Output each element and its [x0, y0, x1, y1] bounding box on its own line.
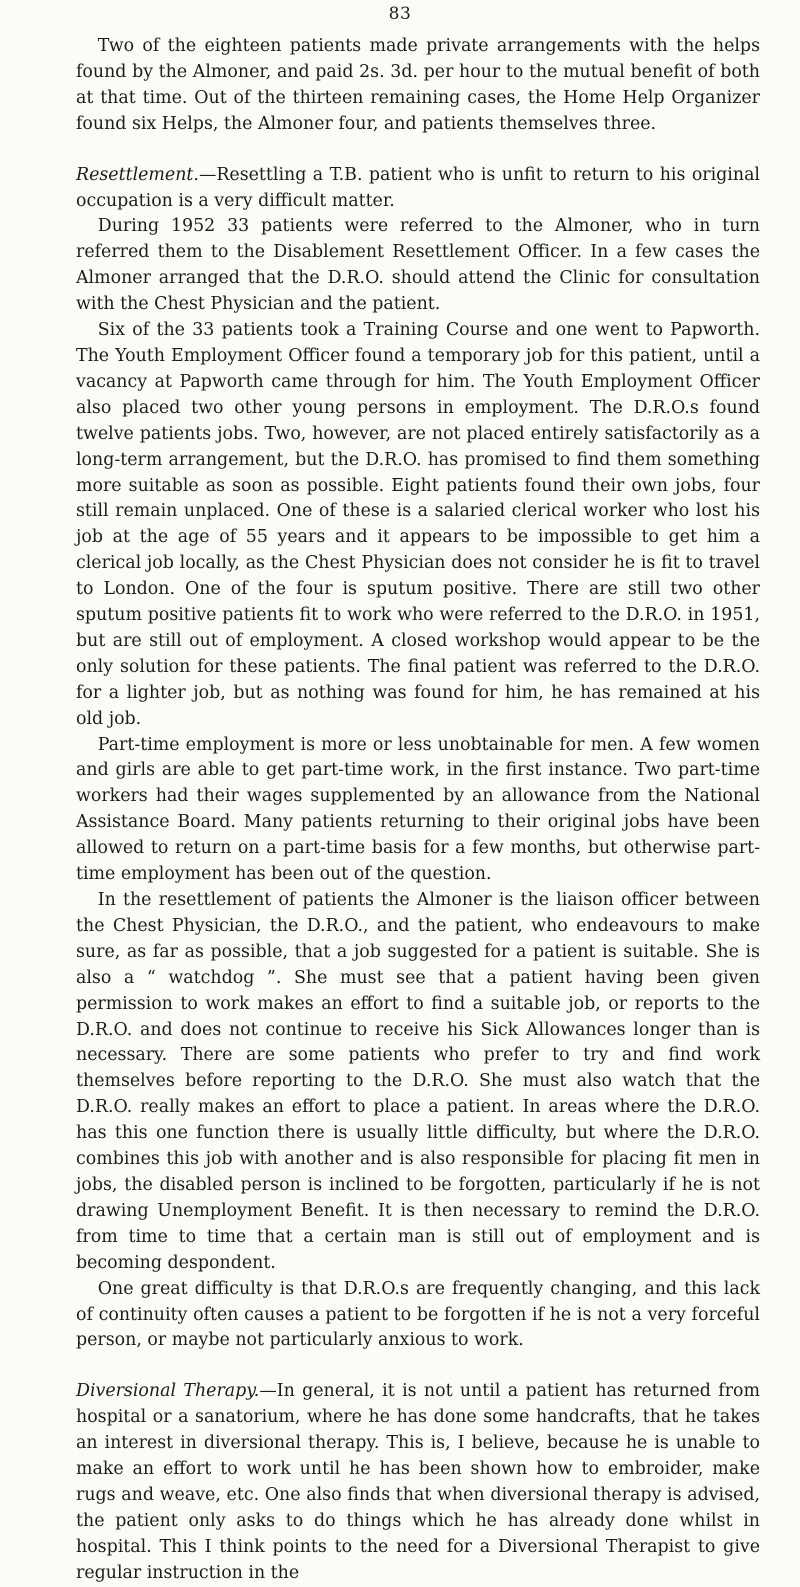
resettlement-paragraph-4: In the resettlement of patients the Almoner is the liaison officer between the Chest Physician, the D.R.O., and the patient, who endeavours to make sure, as far as possible, that a job suggested for a patient is suitable. She is also a “ watchdog ”. She must see that a patient having been given permission to work makes an effort to find a suitable job, or reports to the D.R.O. and does not continue to receive his Sick Allowances longer than is necessary. There are some patients who prefer to try and find work themselves before reporting to the D.R.O. She must also watch that the D.R.O. really makes an effort to place a patient. In areas where the D.R.O. has this one function there is usually little difficulty, but where the D.R.O. combines this job with another and is also responsible for placing fit men in jobs, the disabled person is inclined to be forgotten, particularly if he is not drawing Unemployment Benefit. It is then necessary to remind the D.R.O. from time to time that a certain man is still out of employment and is becoming despondent. — [76, 890, 760, 1273]
intro-paragraph: Two of the eighteen patients made private arrangements with the helps found by the Almoner, and paid 2s. 3d. per hour to the mutual benefit of both at that time. Out of the thirteen remaining cases, the Home Help Organizer found six Helps, the Almoner four, and patients themselves three. — [76, 36, 760, 134]
resettlement-paragraph-2: Six of the 33 patients took a Training Course and one went to Papworth. The Youth Employment Officer found a temporary job for this patient, until a vacancy at Papworth came through for him. The Youth Employment Officer also placed two other young persons in employment. The D.R.O.s found twelve patients jobs. Two, however, are not placed entirely satisfactorily as a long-term arrangement, but the D.R.O. has promised to find them something more suitable as soon as possible. Eight patients found their own jobs, four still remain unplaced. One of these is a salaried clerical worker who lost his job at the age of 55 years and it appears to be impossible to get him a clerical job locally, as the Chest Physician does not consider he is fit to travel to London. One of the four is sputum positive. There are still two other sputum positive patients fit to work who were referred to the D.R.O. in 1951, but are still out of employment. A closed workshop would appear to be the only solution for these patients. The final patient was referred to the D.R.O. for a lighter job, but as nothing was found for him, he has remained at his old job. — [76, 320, 760, 729]
page-body — [76, 34, 760, 1587]
resettlement-paragraph-5: One great difficulty is that D.R.O.s are frequently changing, and this lack of continuity often causes a patient to be forgotten if he is not a very forceful person, or maybe not particularly anxious to work. — [76, 1278, 760, 1351]
diversional-therapy-lead: —In general, it is not until a patient has returned from hospital or a sanatorium, where he has done some handcrafts, that he takes an interest in diversional therapy. This is, I believe, because he is unable to make an effort to work until he has been shown how to embroider, make rugs and weave, etc. One also finds that when diversional therapy is advised, the patient only asks to do things which he has already done whilst in hospital. This I think points to the need for a Diversional Therapist to give regular instruction in the — [76, 1381, 760, 1583]
resettlement-lead: —Resettling a T.B. patient who is unfit to return to his original occupation is a very difficult matter. — [76, 164, 760, 211]
diversional-therapy-paragraph — [76, 1379, 760, 1586]
resettlement-intro — [76, 163, 760, 215]
resettlement-paragraph-1: During 1952 33 patients were referred to the Almoner, who in turn referred them to the Disablement Resettlement Officer. In a few cases the Almoner arranged that the D.R.O. should attend the Clinic for consultation with the Chest Physician and the patient. — [76, 216, 760, 315]
page-number: 83 — [388, 4, 412, 24]
resettlement-heading: Resettlement. — [76, 164, 199, 185]
diversional-therapy-heading: Diversional Therapy. — [76, 1381, 260, 1402]
resettlement-paragraph-3: Part-time employment is more or less unobtainable for men. A few women and girls are able to get part-time work, in the first instance. Two part-time workers had their wages supplemented by an allowance from the National Assistance Board. Many patients returning to their original jobs have been allowed to return on a part-time basis for a few months, but otherwise part-time employment has been out of the question. — [76, 734, 760, 885]
